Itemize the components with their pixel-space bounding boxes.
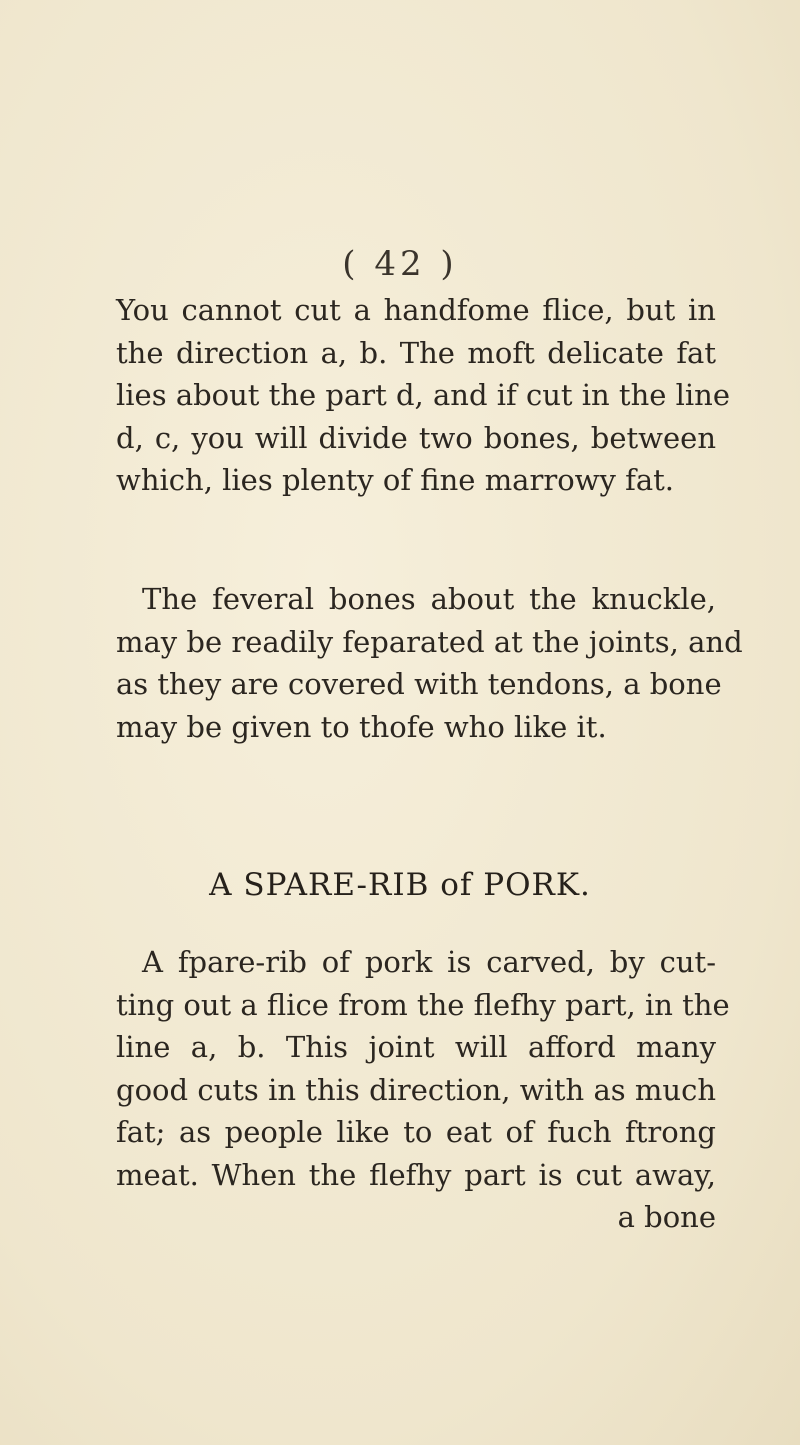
text-line: the direction a, b. The moft delicate fat: [116, 335, 716, 370]
text-line: A fpare-rib of pork is carved, by cut-: [142, 945, 716, 979]
text-line: line a, b. This joint will afford many: [116, 1030, 716, 1064]
text-line: You cannot cut a handfome flice, but in: [116, 293, 716, 327]
text-line: lies about the part d, and if cut in the line: [116, 378, 731, 412]
text-line: d, c, you will divide two bones, between: [116, 420, 716, 455]
paragraph-2: [116, 578, 743, 748]
text-line: good cuts in this direction, with as much: [116, 1072, 716, 1107]
page-number: ( 42 ): [342, 244, 458, 284]
paragraph-3: [116, 941, 730, 1239]
paragraph-1: [116, 289, 731, 502]
text-line: may be given to thofe who like it.: [116, 709, 607, 744]
text-line: as they are covered with tendons, a bone: [116, 667, 722, 701]
text-line: meat. When the flefhy part is cut away,: [116, 1157, 716, 1192]
catchword: a bone: [617, 1200, 716, 1234]
text-line: may be readily feparated at the joints, and: [116, 624, 743, 659]
text-line: The feveral bones about the knuckle,: [142, 582, 716, 616]
section-heading: A SPARE-RIB of PORK.: [209, 867, 591, 903]
text-line: which, lies plenty of fine marrowy fat.: [116, 463, 674, 497]
text-line: fat; as people like to eat of fuch ftrong: [116, 1115, 716, 1149]
text-line: ting out a flice from the flefhy part, in the: [116, 987, 730, 1022]
